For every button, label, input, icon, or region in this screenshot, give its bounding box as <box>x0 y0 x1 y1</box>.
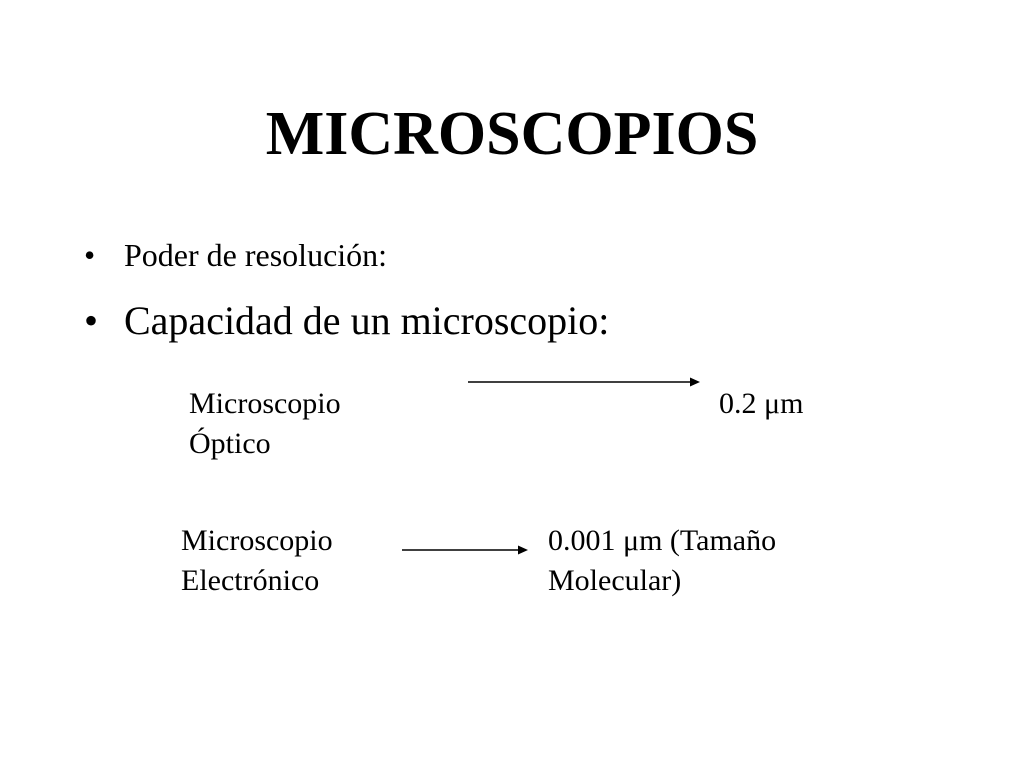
bullet-marker: • <box>84 237 96 273</box>
optical-microscope-label-line2: Óptico <box>189 427 271 460</box>
bullet-text: Poder de resolución: <box>124 237 388 273</box>
optical-resolution-value: 0.2 μm <box>719 387 804 420</box>
arrow-right-icon <box>466 374 706 390</box>
electron-microscope-label-line2: Electrónico <box>181 564 320 597</box>
optical-microscope-label-line1: Microscopio <box>189 387 341 420</box>
electron-resolution-value-line2: Molecular) <box>548 564 682 597</box>
bullet-text: Capacidad de un microscopio: <box>124 298 610 343</box>
arrow-right-icon <box>400 542 534 558</box>
bullet-marker: • <box>84 298 99 343</box>
bullet-item-resolution <box>84 232 387 278</box>
electron-microscope-label-line1: Microscopio <box>181 524 333 557</box>
slide-title: MICROSCOPIOS <box>265 100 759 168</box>
bullet-item-capacity <box>84 294 609 348</box>
electron-resolution-value-line1: 0.001 μm (Tamaño <box>548 524 777 557</box>
